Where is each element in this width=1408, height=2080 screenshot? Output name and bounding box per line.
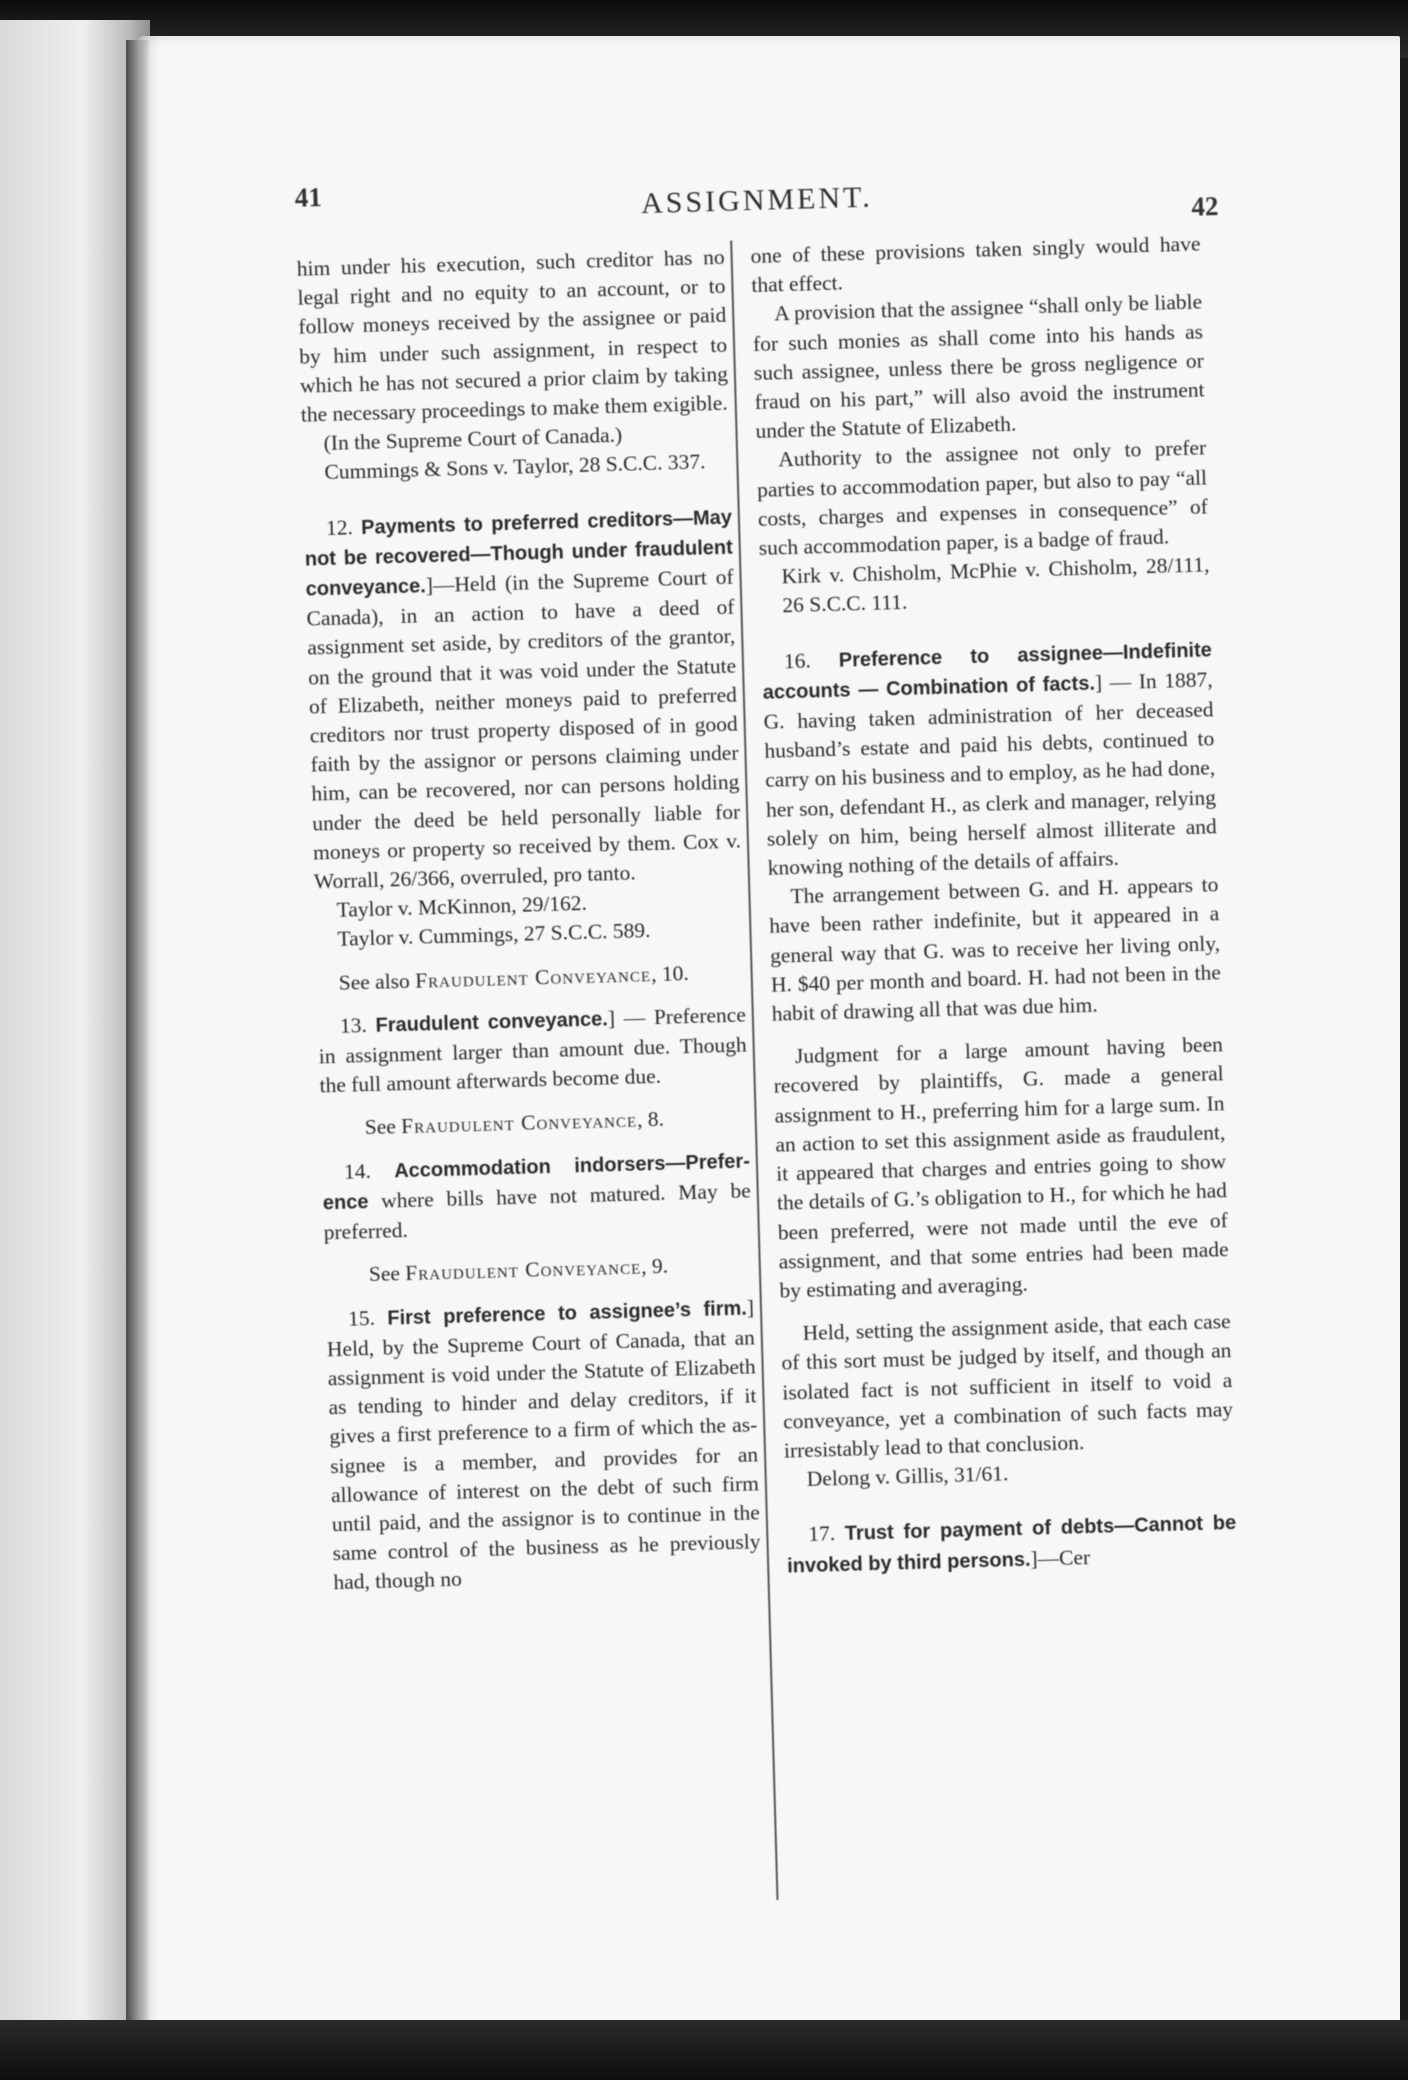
section-15	[326, 1293, 762, 1598]
bottom-scan-shadow	[0, 2020, 1408, 2080]
page-number-right: 42	[1190, 190, 1219, 222]
cross-reference	[320, 1103, 749, 1144]
see-reference-number: , 8.	[636, 1107, 665, 1133]
section-body: ] — Preference in assignment larger than amount due. Though the full amount afterwards become due.	[318, 1002, 747, 1098]
section-number: 13.	[339, 1012, 368, 1038]
section-16	[762, 635, 1218, 883]
section-heading: Payments to preferred creditors—May not be recovered—Though under fraudulent conveyance.	[304, 506, 734, 601]
see-prefix: See	[364, 1114, 402, 1140]
paragraph: The arrangement between G. and H. appears to have been rather indefinite, but it appeared in a general way that G. was to receive her living only, H. $40 per month and board. H. had not been in the habit of drawing all that was due him.	[768, 872, 1222, 1026]
section-number: 15.	[347, 1305, 376, 1331]
page-number-left: 41	[294, 182, 323, 213]
paragraph: Held, setting the assignment aside, that each case of this sort must be judged by itself, and though an isolated fact is not sufficient in itself to void a conveyance, yet a combination of such facts may irresistably lead to that conclusion.	[781, 1309, 1234, 1463]
paragraph: him under his execution, such creditor has no legal right and no equity to an account, or to follow moneys received by the assignee or paid by him under such assignment, in respect to which he has not secured a prior claim by taking the necessary proceedings to make them exigible.	[296, 244, 729, 427]
paragraph: A provision that the assignee “shall only be liable for such monies as shall come into his hands as such assignee, unless there be gross negligence or fraud on his part,” will also avoid the instrument under the Statute of Elizabeth.	[752, 289, 1205, 444]
section-number: 17.	[807, 1521, 836, 1547]
section-number: 12.	[325, 514, 354, 540]
section-number: 16.	[783, 648, 812, 673]
case-citation: Taylor v. McKinnon, 29/162.	[336, 891, 588, 923]
court-note: (In the Supreme Court of Canada.)	[323, 422, 623, 456]
section-number: 14.	[343, 1158, 372, 1184]
paragraph: one of these provisions taken singly would have that effect.	[750, 231, 1201, 298]
paragraph: Authority to the assignee not only to prefer parties to accommodation paper, but also to pay “all costs, charges and expenses in consequence” of such accommodation paper, is a badge of fraud.	[756, 435, 1209, 560]
section-body: ]—Cer	[1030, 1544, 1091, 1571]
section-heading: First preference to assignee’s firm.	[387, 1297, 748, 1330]
case-citation: Taylor v. Cummings, 27 S.C.C. 589.	[337, 918, 651, 952]
left-column	[296, 243, 761, 1598]
section-body: ] — In 1887, G. having taken administration of her deceased husband’s estate and paid his debts, continued to carry on his business and to employ, as he had done, her son, defendant H., as clerk and manager, relying solely on him, being herself almost illiterate and knowing nothing of the details of affairs.	[763, 667, 1218, 880]
see-reference-title: Fraudulent Conveyance	[414, 961, 652, 993]
see-reference-title: Fraudulent Conveyance	[400, 1108, 638, 1139]
running-head-title: ASSIGNMENT.	[640, 180, 874, 221]
see-reference-number: , 9.	[640, 1254, 669, 1279]
see-prefix: See	[368, 1261, 406, 1287]
section-heading: Accommodation indorsers—Preference	[322, 1150, 751, 1215]
section-body: ]—Held (in the Supreme Court of Canada), in an action to have a deed of assignment set aside, by creditors of the grantor, on the ground that it was void under the Statute of Elizabeth, neither moneys paid to preferred creditors nor trust property disposed of in good faith by the assignor or persons claiming under him, can be recovered, nor can persons holding under the deed be held personally liable for moneys or property so received by them. Cox v. Worrall, 26/366, overruled, pro tanto.	[306, 564, 742, 894]
printed-text-block	[250, 142, 1308, 1890]
section-body: where bills have not matured. May be preferred.	[323, 1178, 752, 1245]
section-12	[304, 502, 743, 896]
case-citation: Delong v. Gillis, 31/61.	[806, 1461, 1009, 1492]
section-heading: Trust for payment of debts—Cannot be invoked by third persons.	[786, 1512, 1237, 1578]
section-13	[318, 1000, 748, 1101]
see-reference-title: Fraudulent Conveyance	[404, 1254, 642, 1286]
binding-gutter-shadow	[126, 40, 150, 2035]
case-citation: Cummings & Sons v. Taylor, 28 S.C.C. 337.	[324, 449, 706, 485]
section-14	[322, 1146, 752, 1248]
section-heading: Fraudulent conveyance.	[375, 1008, 609, 1037]
cross-reference	[325, 1250, 754, 1291]
see-prefix: See also	[338, 968, 416, 995]
see-reference-number: , 10.	[650, 960, 689, 986]
section-17	[786, 1508, 1238, 1581]
case-citation: Kirk v. Chisholm, McPhie v. Chisholm, 28/111, 26 S.C.C. 111.	[781, 552, 1210, 618]
section-heading: Preference to assignee—Indefinite accounts — Combination of facts.	[762, 638, 1213, 704]
right-column	[750, 229, 1237, 1581]
section-body: ] Held, by the Supreme Court of Canada, that an assignment is void under the Statute of Elizabeth as tending to hinder and delay creditors, if it gives a first preference to a firm of which the assignee is a member, and provides for an allowance of interest on the debt of such firm until paid, and the assignor is to continue in the same control of the business as he previously had, though no	[326, 1294, 761, 1595]
paragraph: Judgment for a large amount having been recovered by plaintiffs, G. made a general assignment to H., preferring him for a large sum. In an action to set this assignment aside as fraudulent, it appeared that charges and entries going to show the details of G.’s obligation to H., for which he had been preferred, were not made until the eve of assignment, and that some entries had been made by estimating and averaging.	[773, 1032, 1229, 1303]
cross-reference	[316, 957, 745, 998]
